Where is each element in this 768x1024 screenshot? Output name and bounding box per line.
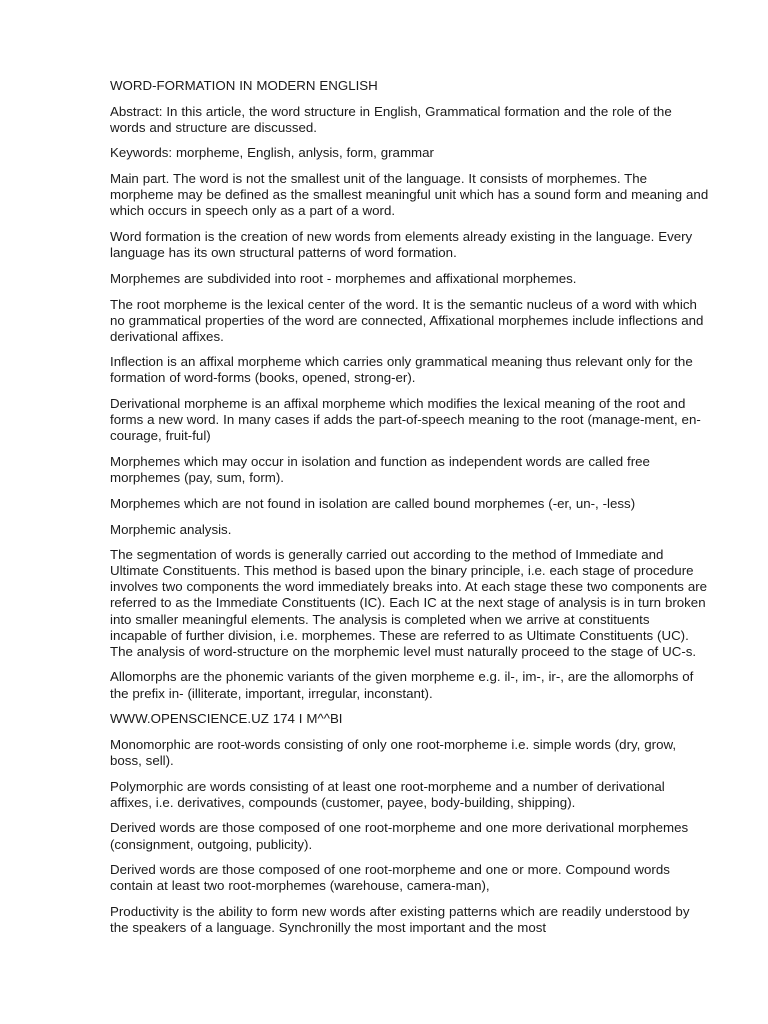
derived-words-paragraph: Derived words are those composed of one root-morpheme and one more derivational morphemes (consignment, outgoing, publicity). <box>110 820 689 852</box>
root-morpheme-paragraph: The root morpheme is the lexical center of the word. It is the semantic nucleus of a word with which no grammatical properties of the word are connected, Affixational morphemes include inflections and derivational affixes. <box>110 296 704 344</box>
allomorphs-paragraph: Allomorphs are the phonemic variants of the given morpheme e.g. il-, im-, ir-, are the allomorphs of the prefix in- (illiterate, important, irregular, inconstant). <box>110 669 694 701</box>
free-morphemes-paragraph: Morphemes which may occur in isolation and function as independent words are called free morphemes (pay, sum, form). <box>110 454 650 486</box>
segmentation-paragraph: The segmentation of words is generally carried out according to the method of Immediate and Ultimate Constituents. This method is based upon the binary principle, i.e. each stage of procedure involves two components the word immediately breaks into. At each stage these two components are referred to as the Immediate Constituents (IC). Each IC at the next stage of analysis is in turn broken into smaller meaningful elements. The analysis is completed when we arrive at constituents incapable of further division, i.e. morphemes. These are referred to as Ultimate Constituents (UC). The analysis of word-structure on the morphemic level must naturally proceed to the stage of UC-s. <box>110 547 708 659</box>
derived-words-compound-paragraph: Derived words are those composed of one root-morpheme and one or more. Compound words contain at least two root-morphemes (warehouse, camera-man), <box>110 862 670 894</box>
document-title: WORD-FORMATION IN MODERN ENGLISH <box>110 78 378 93</box>
document-page <box>110 78 710 946</box>
morpheme-subdivision-paragraph: Morphemes are subdivided into root - morphemes and affixational morphemes. <box>110 270 577 286</box>
keywords-paragraph: Keywords: morpheme, English, anlysis, form, grammar <box>110 145 434 161</box>
monomorphic-paragraph: Monomorphic are root-words consisting of only one root-morpheme i.e. simple words (dry, grow, boss, sell). <box>110 736 677 768</box>
main-part-paragraph: Main part. The word is not the smallest unit of the language. It consists of morphemes. The morpheme may be defined as the smallest meaningful unit which has a sound form and meaning and which occurs in speech only as a part of a word. <box>110 171 709 219</box>
abstract-paragraph: Abstract: In this article, the word structure in English, Grammatical formation and the role of the words and structure are discussed. <box>110 103 672 135</box>
derivational-morpheme-paragraph: Derivational morpheme is an affixal morpheme which modifies the lexical meaning of the root and forms a new word. In many cases if adds the part-of-speech meaning to the root (manage-ment, en-courage, fruit-ful) <box>110 396 701 444</box>
morphemic-analysis-heading: Morphemic analysis. <box>110 521 232 537</box>
productivity-paragraph: Productivity is the ability to form new words after existing patterns which are readily understood by the speakers of a language. Synchronilly the most important and the most <box>110 904 690 936</box>
page-footer-line: WWW.OPENSCIENCE.UZ 174 I M^^BI <box>110 711 343 727</box>
word-formation-paragraph: Word formation is the creation of new words from elements already existing in the language. Every language has its own structural patterns of word formation. <box>110 229 693 261</box>
inflection-paragraph: Inflection is an affixal morpheme which carries only grammatical meaning thus relevant only for the formation of word-forms (books, opened, strong-er). <box>110 354 693 386</box>
polymorphic-paragraph: Polymorphic are words consisting of at least one root-morpheme and a number of derivational affixes, i.e. derivatives, compounds (customer, payee, body-building, shipping). <box>110 778 665 810</box>
bound-morphemes-paragraph: Morphemes which are not found in isolation are called bound morphemes (-er, un-, -less) <box>110 495 636 511</box>
